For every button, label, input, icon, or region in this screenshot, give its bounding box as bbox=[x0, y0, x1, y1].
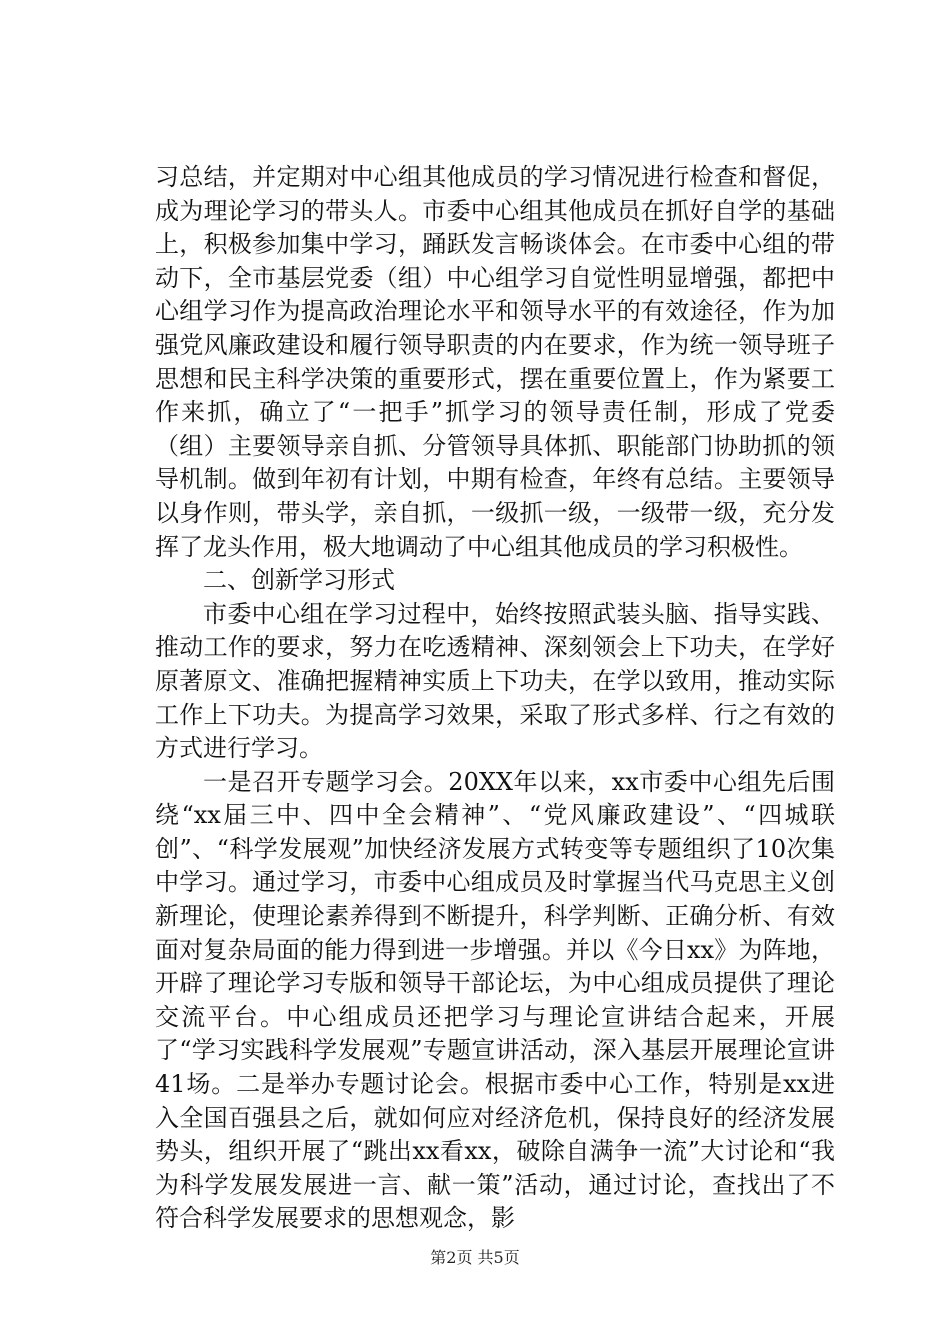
paragraph-1: 习总结，并定期对中心组其他成员的学习情况进行检查和督促，成为理论学习的带头人。市委中心组其他成员在抓好自学的基础上，积极参加集中学习，踊跃发言畅谈体会。在市委中心组的带动下，全市基层党委（组）中心组学习自觉性明显增强，都把中心组学习作为提高政治理论水平和领导水平的有效途径，作为加强党风廉政建设和履行领导职责的内在要求，作为统一领导班子思想和民主科学决策的重要形式，摆在重要位置上，作为紧要工作来抓，确立了“一把手”抓学习的领导责任制，形成了党委（组）主要领导亲自抓、分管领导具体抓、职能部门协助抓的领导机制。做到年初有计划，中期有检查，年终有总结。主要领导以身作则，带头学，亲自抓，一级抓一级，一级带一级，充分发挥了龙头作用，极大地调动了中心组其他成员的学习积极性。 bbox=[155, 163, 835, 561]
section-heading-2: 二、创新学习形式 bbox=[203, 566, 395, 595]
document-body bbox=[155, 161, 835, 1236]
page-footer: 第2页 共5页 bbox=[430, 1248, 520, 1267]
paragraph-4: 一是召开专题学习会。20XX年以来，xx市委中心组先后围绕“xx届三中、四中全会精神”、“党风廉政建设”、“四城联创”、“科学发展观”加快经济发展方式转变等专题组织了10次集中学习。通过学习，市委中心组成员及时掌握当代马克思主义创新理论，使理论素养得到不断提升，科学判断、正确分析、有效面对复杂局面的能力得到进一步增强。并以《今日xx》为阵地，开辟了理论学习专版和领导干部论坛，为中心组成员提供了理论交流平台。中心组成员还把学习与理论宣讲结合起来，开展了“学习实践科学发展观”专题宣讲活动，深入基层开展理论宣讲41场。二是举办专题讨论会。根据市委中心工作，特别是xx进入全国百强县之后，就如何应对经济危机，保持良好的经济发展势头，组织开展了“跳出xx看xx，破除自满争一流”大讨论和“我为科学发展发展进一言、献一策”活动，通过讨论，查找出了不符合科学发展要求的思想观念，影 bbox=[155, 767, 835, 1233]
paragraph-3: 市委中心组在学习过程中，始终按照武装头脑、指导实践、推动工作的要求，努力在吃透精神、深刻领会上下功夫，在学好原著原文、准确把握精神实质上下功夫，在学以致用，推动实际工作上下功夫。为提高学习效果，采取了形式多样、行之有效的方式进行学习。 bbox=[155, 599, 835, 763]
